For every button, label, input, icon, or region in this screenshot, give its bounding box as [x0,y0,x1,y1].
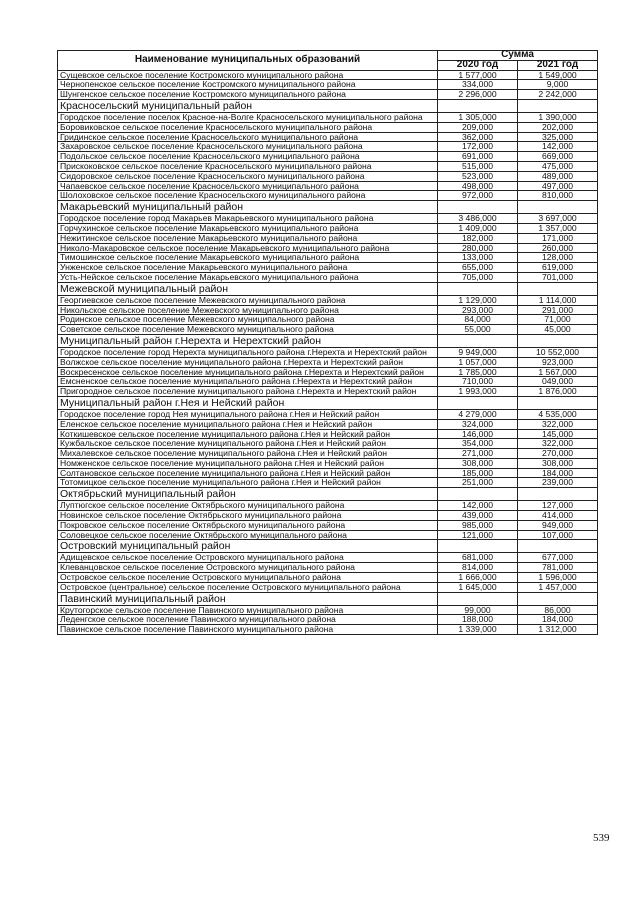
district-name: Островский муниципальный район [58,540,438,553]
empty-cell [438,540,518,553]
settlement-name: Захаровское сельское поселение Красносельского муниципального района [58,142,438,152]
district-name: Муниципальный район г.Нея и Нейский район [58,396,438,409]
table-row [58,357,598,367]
empty-cell [438,334,518,347]
amount-2020: 251,000 [438,478,518,488]
settlement-name: Коткишевское сельское поселение муниципального района г.Нея и Нейский район [58,429,438,439]
settlement-name: Адищевское сельское поселение Островского муниципального района [58,553,438,563]
table-row [58,295,598,305]
table-row [58,511,598,521]
amount-2020: 121,000 [438,530,518,540]
amount-2020: 498,000 [438,181,518,191]
table-row [58,520,598,530]
settlement-name: Прискоковское сельское поселение Красносельского муниципального района [58,161,438,171]
amount-2021: 1 596,000 [518,573,598,583]
table-body [58,70,598,634]
district-name: Муниципальный район г.Нерехта и Нерехтский район [58,334,438,347]
column-header-name: Наименование муниципальных образований [58,51,438,71]
table-row [58,625,598,635]
amount-2020: 188,000 [438,615,518,625]
empty-cell [438,592,518,605]
district-name: Павинский муниципальный район [58,592,438,605]
empty-cell [518,282,598,295]
settlement-name: Нежитинское сельское поселение Макарьевского муниципального района [58,233,438,243]
district-name: Межевской муниципальный район [58,282,438,295]
amount-2021: 1 457,000 [518,582,598,592]
amount-2021: 1 312,000 [518,625,598,635]
amount-2020: 985,000 [438,520,518,530]
empty-cell [518,396,598,409]
table-row [58,90,598,100]
amount-2020: 362,000 [438,132,518,142]
amount-2021: 9,000 [518,80,598,90]
amount-2021: 260,000 [518,243,598,253]
settlement-name: Никольское сельское поселение Межевского муниципального района [58,305,438,315]
settlement-name: Еленское сельское поселение муниципального района г.Нея и Нейский район [58,419,438,429]
empty-cell [518,201,598,214]
budget-table-container [57,50,597,635]
settlement-name: Кужбальское сельское поселение муниципального района г.Нея и Нейский район [58,439,438,449]
amount-2020: 1 785,000 [438,367,518,377]
amount-2021: 781,000 [518,563,598,573]
table-row [58,191,598,201]
amount-2020: 308,000 [438,458,518,468]
settlement-name: Волжское сельское поселение муниципального района г.Нерехта и Нерехтский район [58,357,438,367]
settlement-name: Городское поселение поселок Красное-на-Волге Красносельского муниципального района [58,112,438,122]
amount-2020: 681,000 [438,553,518,563]
amount-2020: 655,000 [438,263,518,273]
district-group-row [58,201,598,214]
settlement-name: Усть-Нейское сельское поселение Макарьевского муниципального района [58,272,438,282]
settlement-name: Гридинское сельское поселение Красносельского муниципального района [58,132,438,142]
settlement-name: Павинское сельское поселение Павинского муниципального района [58,625,438,635]
empty-cell [438,99,518,112]
amount-2020: 9 949,000 [438,347,518,357]
amount-2020: 2 296,000 [438,90,518,100]
settlement-name: Островское (центральное) сельское поселение Островского муниципального района [58,582,438,592]
amount-2020: 1 409,000 [438,223,518,233]
settlement-name: Крутогорское сельское поселение Павинского муниципального района [58,605,438,615]
amount-2021: 322,000 [518,419,598,429]
amount-2020: 1 339,000 [438,625,518,635]
amount-2021: 86,000 [518,605,598,615]
amount-2021: 128,000 [518,253,598,263]
amount-2021: 322,000 [518,439,598,449]
amount-2020: 293,000 [438,305,518,315]
amount-2020: 523,000 [438,171,518,181]
amount-2020: 691,000 [438,152,518,162]
table-row [58,263,598,273]
settlement-name: Советское сельское поселение Межевского муниципального района [58,325,438,335]
amount-2021: 239,000 [518,478,598,488]
amount-2020: 324,000 [438,419,518,429]
district-name: Октябрьский муниципальный район [58,488,438,501]
table-row [58,347,598,357]
amount-2020: 705,000 [438,272,518,282]
amount-2020: 182,000 [438,233,518,243]
district-group-row [58,488,598,501]
column-header-2021: 2021 год [518,60,598,70]
amount-2020: 1 993,000 [438,387,518,397]
amount-2021: 308,000 [518,458,598,468]
amount-2020: 1 645,000 [438,582,518,592]
amount-2021: 1 567,000 [518,367,598,377]
settlement-name: Городское поселение город Нея муниципального района г.Нея и Нейский район [58,409,438,419]
settlement-name: Боровиковское сельское поселение Красносельского муниципального района [58,122,438,132]
table-row [58,233,598,243]
amount-2020: 99,000 [438,605,518,615]
amount-2021: 810,000 [518,191,598,201]
table-row [58,223,598,233]
settlement-name: Городское поселение город Макарьев Макарьевского муниципального района [58,214,438,224]
amount-2020: 209,000 [438,122,518,132]
amount-2020: 172,000 [438,142,518,152]
settlement-name: Унженское сельское поселение Макарьевского муниципального района [58,263,438,273]
amount-2020: 1 305,000 [438,112,518,122]
amount-2020: 133,000 [438,253,518,263]
settlement-name: Новинское сельское поселение Октябрьского муниципального района [58,511,438,521]
amount-2021: 1 549,000 [518,70,598,80]
table-row [58,387,598,397]
empty-cell [518,334,598,347]
amount-2021: 2 242,000 [518,90,598,100]
amount-2020: 1 666,000 [438,573,518,583]
settlement-name: Леденгское сельское поселение Павинского муниципального района [58,615,438,625]
amount-2021: 202,000 [518,122,598,132]
amount-2021: 923,000 [518,357,598,367]
table-row [58,573,598,583]
amount-2020: 55,000 [438,325,518,335]
settlement-name: Сидоровское сельское поселение Красносельского муниципального района [58,171,438,181]
amount-2021: 270,000 [518,449,598,459]
settlement-name: Николо-Макаровское сельское поселение Макарьевского муниципального района [58,243,438,253]
settlement-name: Островское сельское поселение Островского муниципального района [58,573,438,583]
amount-2020: 710,000 [438,377,518,387]
amount-2020: 814,000 [438,563,518,573]
settlement-name: Родинское сельское поселение Межевского муниципального района [58,315,438,325]
district-name: Красносельский муниципальный район [58,99,438,112]
amount-2021: 145,000 [518,429,598,439]
amount-2020: 515,000 [438,161,518,171]
empty-cell [438,488,518,501]
settlement-name: Горчухинское сельское поселение Макарьевского муниципального района [58,223,438,233]
amount-2021: 669,000 [518,152,598,162]
empty-cell [438,282,518,295]
empty-cell [518,592,598,605]
amount-2021: 949,000 [518,520,598,530]
amount-2021: 1 876,000 [518,387,598,397]
empty-cell [518,99,598,112]
settlement-name: Чернопенское сельское поселение Костромского муниципального района [58,80,438,90]
settlement-name: Номженское сельское поселение муниципального района г.Нея и Нейский район [58,458,438,468]
amount-2021: 4 535,000 [518,409,598,419]
amount-2021: 184,000 [518,615,598,625]
amount-2020: 439,000 [438,511,518,521]
table-row [58,161,598,171]
table-row [58,122,598,132]
amount-2020: 334,000 [438,80,518,90]
amount-2021: 3 697,000 [518,214,598,224]
table-row [58,582,598,592]
settlement-name: Георгиевское сельское поселение Межевского муниципального района [58,295,438,305]
settlement-name: Клеванцовское сельское поселение Островского муниципального района [58,563,438,573]
amount-2020: 146,000 [438,429,518,439]
amount-2021: 184,000 [518,468,598,478]
settlement-name: Подольское сельское поселение Красносельского муниципального района [58,152,438,162]
settlement-name: Воскресенское сельское поселение муниципального района г.Нерехта и Нерехтский район [58,367,438,377]
table-row [58,419,598,429]
amount-2020: 84,000 [438,315,518,325]
amount-2020: 142,000 [438,501,518,511]
settlement-name: Михалевское сельское поселение муниципального района г.Нея и Нейский район [58,449,438,459]
amount-2020: 185,000 [438,468,518,478]
amount-2020: 280,000 [438,243,518,253]
table-row [58,449,598,459]
amount-2021: 1 357,000 [518,223,598,233]
settlement-name: Шунгенское сельское поселение Костромского муниципального района [58,90,438,100]
amount-2020: 3 486,000 [438,214,518,224]
district-group-row [58,99,598,112]
amount-2021: 142,000 [518,142,598,152]
amount-2021: 619,000 [518,263,598,273]
district-group-row [58,282,598,295]
amount-2020: 1 057,000 [438,357,518,367]
amount-2021: 475,000 [518,161,598,171]
settlement-name: Покровское сельское поселение Октябрьского муниципального района [58,520,438,530]
settlement-name: Емсненское сельское поселение муниципального района г.Нерехта и Нерехтский район [58,377,438,387]
settlement-name: Сущевское сельское поселение Костромского муниципального района [58,70,438,80]
district-group-row [58,592,598,605]
amount-2021: 497,000 [518,181,598,191]
empty-cell [438,201,518,214]
district-group-row [58,540,598,553]
district-group-row [58,334,598,347]
table-row [58,152,598,162]
settlement-name: Луптюгское сельское поселение Октябрьского муниципального района [58,501,438,511]
amount-2020: 1 129,000 [438,295,518,305]
amount-2020: 1 577,000 [438,70,518,80]
table-row [58,325,598,335]
amount-2021: 1 114,000 [518,295,598,305]
empty-cell [438,396,518,409]
amount-2020: 4 279,000 [438,409,518,419]
amount-2021: 414,000 [518,511,598,521]
empty-cell [518,488,598,501]
column-header-sum: Сумма [438,51,598,61]
amount-2021: 325,000 [518,132,598,142]
column-header-2020: 2020 год [438,60,518,70]
settlement-name: Соловецкое сельское поселение Октябрьского муниципального района [58,530,438,540]
amount-2021: 049,000 [518,377,598,387]
amount-2021: 489,000 [518,171,598,181]
table-row [58,458,598,468]
settlement-name: Тимошинское сельское поселение Макарьевского муниципального района [58,253,438,263]
amount-2021: 701,000 [518,272,598,282]
amount-2021: 10 552,000 [518,347,598,357]
amount-2020: 972,000 [438,191,518,201]
settlement-name: Тотомицкое сельское поселение муниципального района г.Нея и Нейский район [58,478,438,488]
settlement-name: Шолоховское сельское поселение Красносельского муниципального района [58,191,438,201]
table-row [58,272,598,282]
settlement-name: Городское поселение город Нерехта муниципального района г.Нерехта и Нерехтский район [58,347,438,357]
settlement-name: Чапаевское сельское поселение Красносельского муниципального района [58,181,438,191]
amount-2021: 291,000 [518,305,598,315]
amount-2020: 354,000 [438,439,518,449]
empty-cell [518,540,598,553]
table-row [58,171,598,181]
amount-2021: 45,000 [518,325,598,335]
amount-2021: 71,000 [518,315,598,325]
amount-2021: 677,000 [518,553,598,563]
page-number: 539 [593,832,610,844]
table-row [58,409,598,419]
amount-2021: 127,000 [518,501,598,511]
amount-2021: 107,000 [518,530,598,540]
municipal-allocations-table [57,50,598,635]
settlement-name: Солтановское сельское поселение муниципального района г.Нея и Нейский район [58,468,438,478]
amount-2021: 171,000 [518,233,598,243]
amount-2021: 1 390,000 [518,112,598,122]
settlement-name: Пригородное сельское поселение муниципального района г.Нерехта и Нерехтский район [58,387,438,397]
table-row [58,112,598,122]
table-row [58,530,598,540]
district-group-row [58,396,598,409]
table-row [58,478,598,488]
district-name: Макарьевский муниципальный район [58,201,438,214]
amount-2020: 271,000 [438,449,518,459]
table-row [58,214,598,224]
